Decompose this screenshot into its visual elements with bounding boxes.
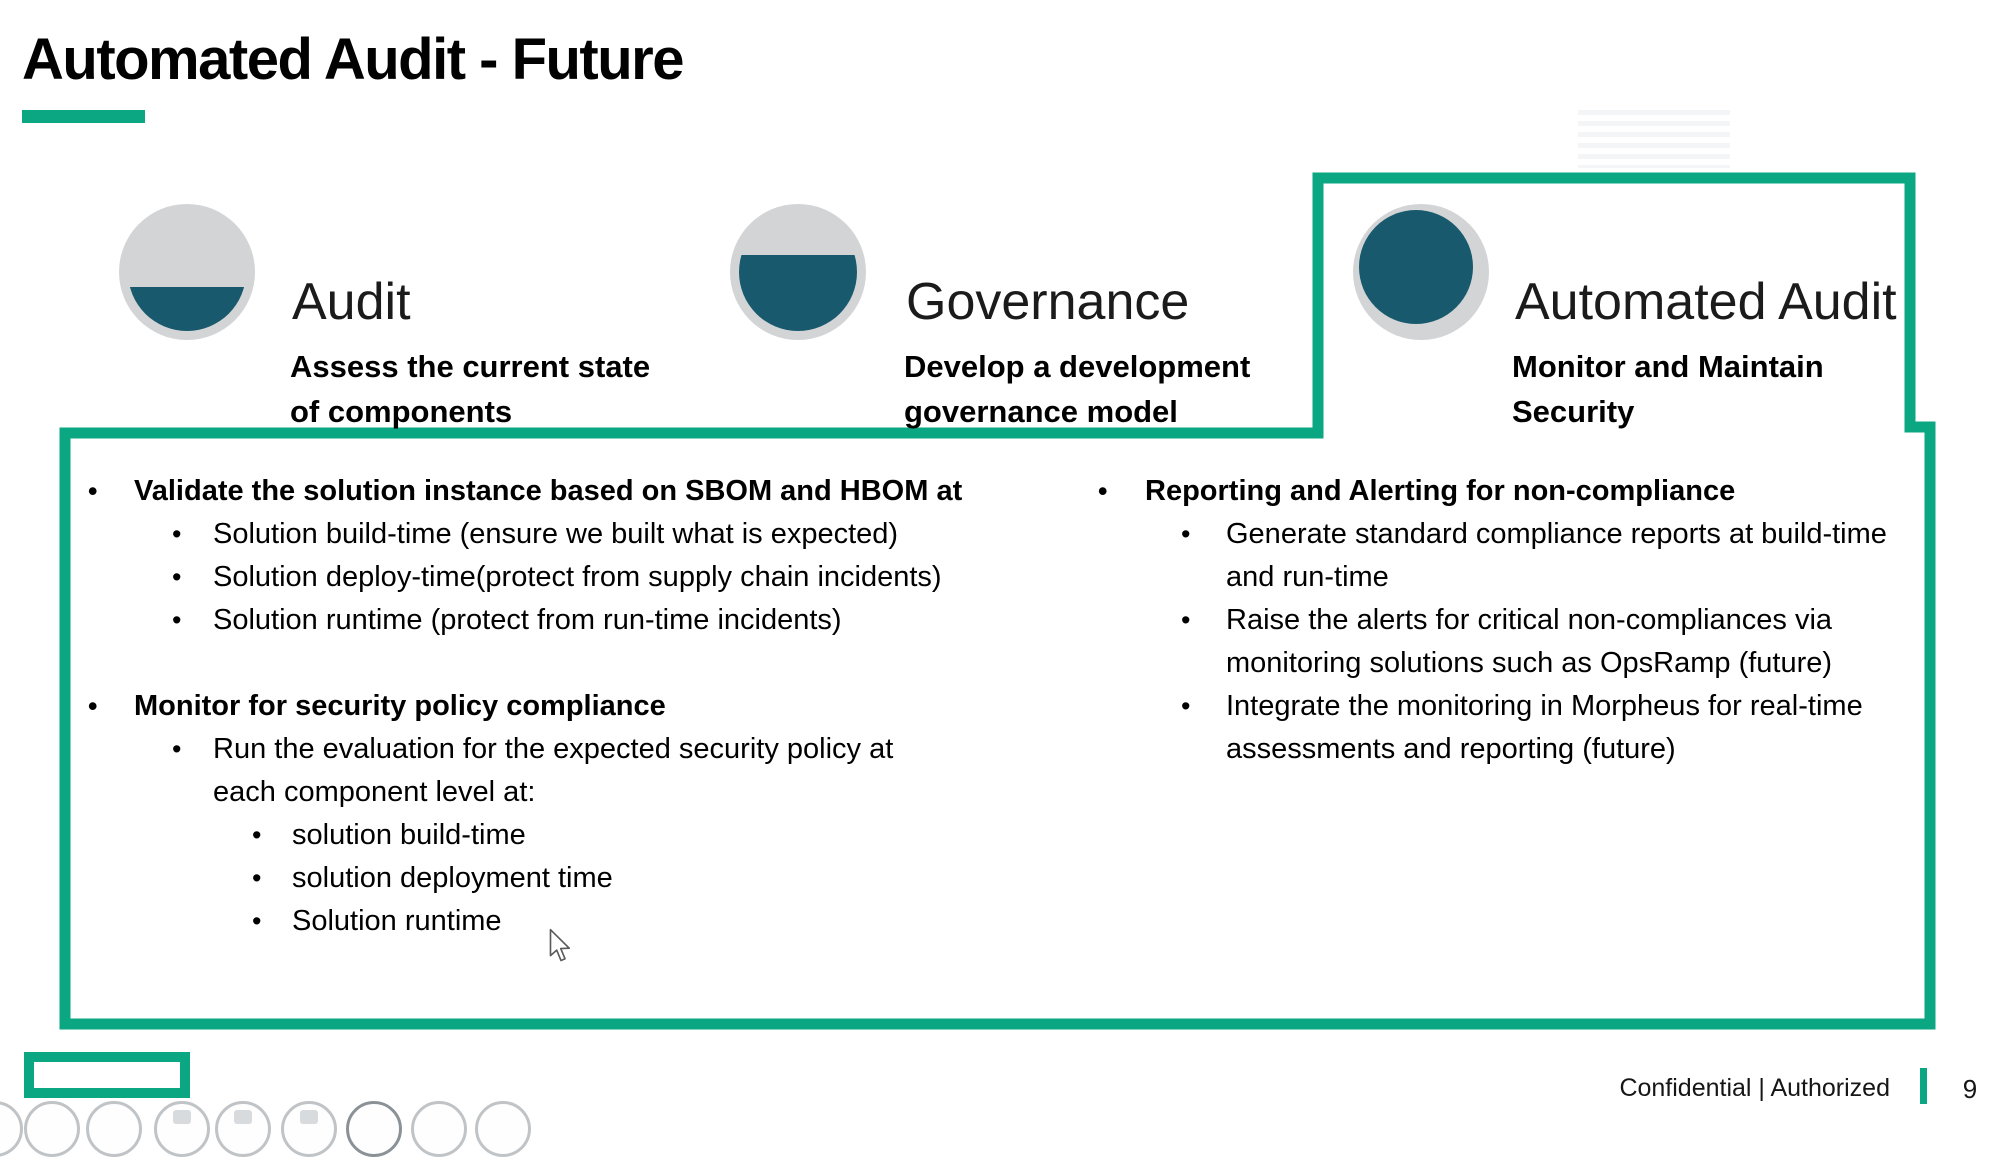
page-number: 9 [1962,1074,1978,1104]
page-title: Automated Audit - Future [22,27,683,92]
participant-bubble[interactable] [154,1101,210,1157]
bullet-monitor-policy: • Monitor for security policy compliance [0,685,1050,728]
step-desc-audit [290,344,650,434]
left-bullet-column [0,470,1050,943]
participant-bubble[interactable] [86,1101,142,1157]
right-bullet-column [1060,470,1995,771]
bullet-solution-deploy-time: • Solution deploy-time(protect from supply chain incidents) [0,556,1050,599]
participant-avatar-icon [173,1110,191,1124]
bullet-build-time: • solution build-time [0,814,1050,857]
step-desc-audit-line1: Assess the current state [290,349,651,384]
step-desc-governance [904,344,1250,434]
footer-separator-bar [1920,1068,1927,1104]
bullet-runtime: • Solution runtime [0,900,1050,943]
participant-bubble[interactable] [281,1101,337,1157]
step-desc-automated-audit [1512,344,1824,434]
audit-progress-circle-icon [119,204,255,340]
participant-avatar-icon [234,1110,252,1124]
step-label-audit: Audit [292,273,411,331]
bullet-integrate-monitoring-cont: assessments and reporting (future) [1226,733,1676,765]
bullet-validate-solution: • Validate the solution instance based on SBOM and HBOM at [0,470,1050,513]
bullet-raise-alerts-cont: monitoring solutions such as OpsRamp (future) [1226,647,1833,679]
participant-bubble[interactable] [411,1101,467,1157]
bullet-generate-reports: • Generate standard compliance reports at build-time [1060,513,1995,556]
audit-progress-fill [128,287,246,331]
confidential-label: Confidential | Authorized [1619,1074,1890,1102]
hpe-logo [24,1052,190,1098]
bullet-integrate-monitoring: • Integrate the monitoring in Morpheus for real-time [1060,685,1995,728]
bullet-deployment-time: • solution deployment time [0,857,1050,900]
automated-audit-progress-fill [1359,210,1473,324]
step-desc-automated-audit-line2: Security [1512,394,1635,429]
bullet-reporting-alerting: • Reporting and Alerting for non-compliance [1060,470,1995,513]
participant-bubble[interactable] [346,1101,402,1157]
automated-audit-progress-circle-icon [1353,204,1489,340]
governance-progress-fill [739,255,857,331]
participant-bubble[interactable] [215,1101,271,1157]
step-label-governance: Governance [906,273,1190,331]
step-label-automated-audit: Automated Audit [1515,273,1897,331]
bullet-generate-reports-cont: and run-time [1226,561,1389,593]
step-desc-governance-line1: Develop a development [904,349,1251,384]
bullet-run-evaluation: • Run the evaluation for the expected security policy at [0,728,1050,771]
automated-audit-progress-fill-clip [1359,210,1473,324]
governance-progress-fill-clip [739,213,857,331]
step-desc-automated-audit-line1: Monitor and Maintain [1512,349,1824,384]
governance-progress-circle-icon [730,204,866,340]
bullet-run-evaluation-cont: each component level at: [213,776,536,808]
step-desc-governance-line2: governance model [904,394,1178,429]
bullet-raise-alerts: • Raise the alerts for critical non-compliances via [1060,599,1995,642]
step-desc-audit-line2: of components [290,394,513,429]
audit-progress-fill-clip [128,213,246,331]
participant-bubble[interactable] [24,1101,80,1157]
participant-avatar-icon [300,1110,318,1124]
bullet-solution-runtime: • Solution runtime (protect from run-time incidents) [0,599,1050,642]
bullet-solution-build-time: • Solution build-time (ensure we built what is expected) [0,513,1050,556]
participant-bubble[interactable] [475,1101,531,1157]
mouse-cursor-icon [549,928,575,964]
